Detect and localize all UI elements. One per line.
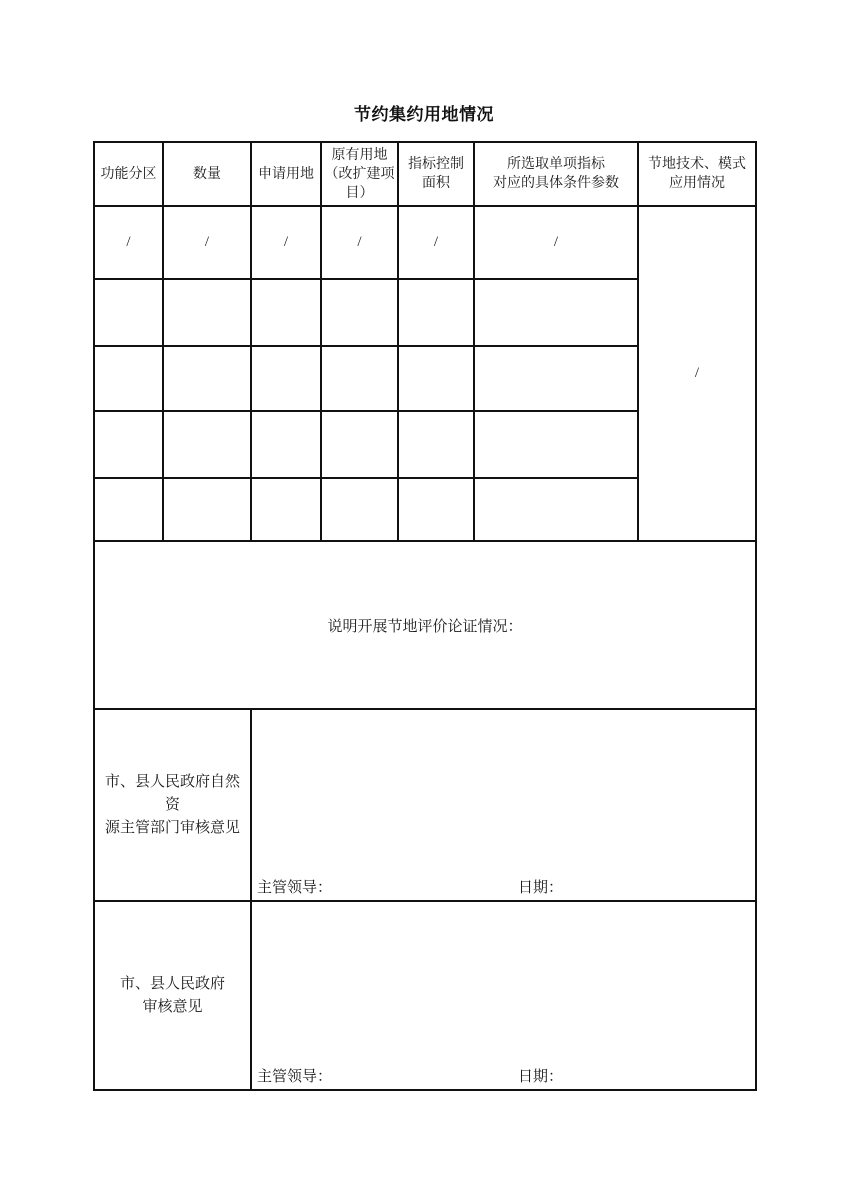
review-section-1-label [94, 709, 251, 901]
cell-indicator-control-area [398, 411, 474, 478]
cell-original-land [321, 411, 398, 478]
review-section-2-label [94, 901, 251, 1090]
leader-label: 主管领导： [257, 1069, 333, 1085]
header-applied-land [251, 142, 321, 206]
header-line: 功能分区 [100, 166, 157, 182]
cell-original-land [321, 279, 398, 346]
header-line: 节地技术、模式 [648, 157, 746, 172]
note-label: 说明开展节地评价论证情况： [327, 618, 523, 635]
header-function-zone [94, 142, 163, 206]
cell-applied-land [251, 279, 321, 346]
cell-function-zone [94, 411, 163, 478]
header-line: 对应的具体条件参数 [493, 176, 619, 191]
cell-function-zone: / [94, 206, 163, 279]
review-section-natural-resources [94, 709, 756, 901]
cell-selected-indicator-params: / [474, 206, 638, 279]
review-section-government [94, 901, 756, 1090]
table-row [94, 206, 756, 279]
cell-indicator-control-area: / [398, 206, 474, 279]
header-line: 目） [345, 185, 374, 201]
header-line: 指标控制 [408, 157, 464, 172]
cell-selected-indicator-params [474, 279, 638, 346]
cell-function-zone [94, 346, 163, 411]
page-title: 节约集约用地情况 [354, 105, 494, 124]
cell-quantity [163, 411, 251, 478]
header-quantity [163, 142, 251, 206]
header-land-saving-tech-mode [638, 142, 756, 206]
date-label: 日期： [518, 1069, 564, 1085]
header-line: （改扩建项 [324, 166, 395, 182]
header-line: 所选取单项指标 [507, 157, 605, 172]
header-indicator-control-area [398, 142, 474, 206]
cell-function-zone [94, 279, 163, 346]
cell-applied-land [251, 411, 321, 478]
header-line: 数量 [193, 166, 221, 182]
cell-indicator-control-area [398, 478, 474, 541]
cell-applied-land: / [251, 206, 321, 279]
table-header-row [94, 142, 756, 206]
cell-applied-land [251, 346, 321, 411]
cell-applied-land [251, 478, 321, 541]
land-use-table [93, 141, 757, 1091]
cell-original-land [321, 346, 398, 411]
review-section-1-content [251, 709, 756, 901]
cell-quantity [163, 478, 251, 541]
cell-selected-indicator-params [474, 478, 638, 541]
note-cell [94, 541, 756, 709]
cell-indicator-control-area [398, 279, 474, 346]
header-selected-indicator-params [474, 142, 638, 206]
merged-tech-mode-cell: / [638, 206, 756, 541]
label-line: 源主管部门审核意见 [104, 819, 240, 836]
cell-selected-indicator-params [474, 346, 638, 411]
cell-selected-indicator-params [474, 411, 638, 478]
cell-quantity [163, 346, 251, 411]
cell-quantity [163, 279, 251, 346]
cell-function-zone [94, 478, 163, 541]
date-label: 日期： [518, 880, 564, 896]
review-section-2-content [251, 901, 756, 1090]
header-line: 原有用地 [331, 147, 388, 163]
label-line: 市、县人民政府自然资 [104, 773, 240, 813]
note-row [94, 541, 756, 709]
header-line: 应用情况 [669, 176, 725, 191]
cell-indicator-control-area [398, 346, 474, 411]
header-line: 面积 [422, 176, 450, 191]
label-line: 市、县人民政府 [119, 975, 225, 992]
cell-original-land: / [321, 206, 398, 279]
cell-original-land [321, 478, 398, 541]
leader-label: 主管领导： [257, 880, 333, 896]
header-line: 申请用地 [258, 166, 314, 182]
label-line: 审核意见 [142, 998, 203, 1015]
header-original-land [321, 142, 398, 206]
cell-quantity: / [163, 206, 251, 279]
